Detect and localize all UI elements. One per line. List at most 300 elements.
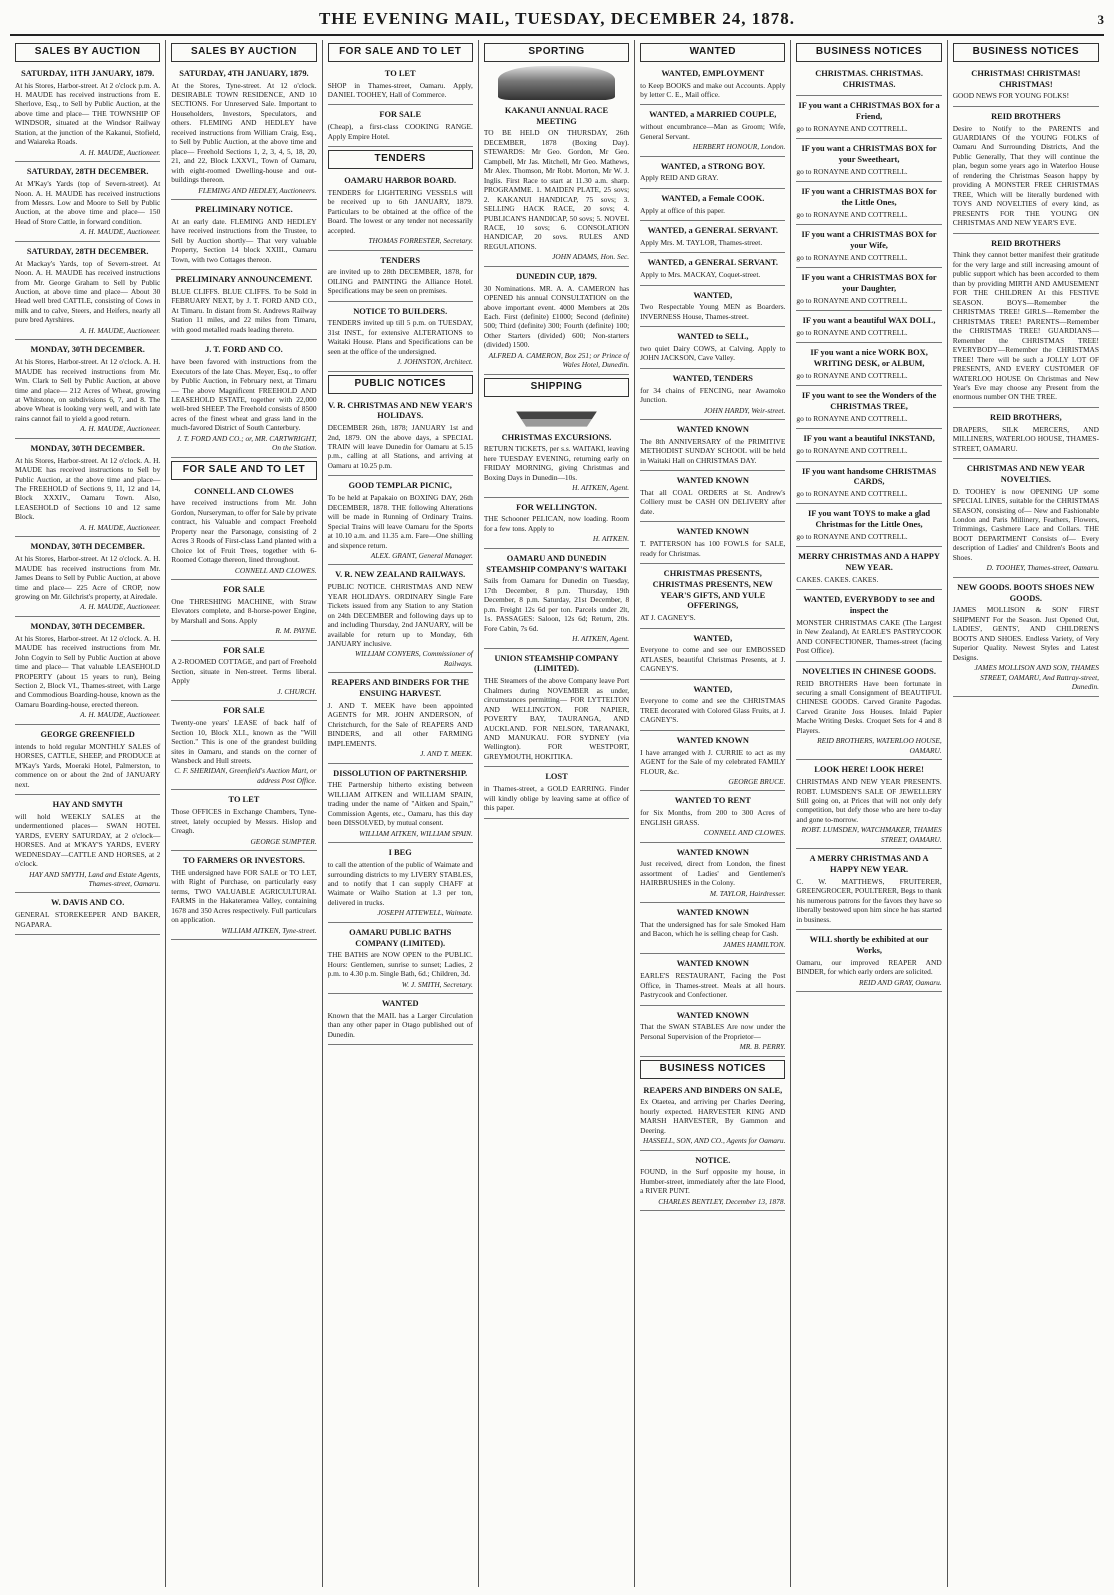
advertisement: [328, 304, 473, 372]
advertisement: [640, 371, 785, 420]
ad-signature: A. H. MAUDE, Auctioneer.: [80, 227, 161, 237]
ad-headline: IF you want a CHRISTMAS BOX for a Friend,: [798, 101, 940, 122]
advertisement: [640, 473, 785, 522]
ad-headline: WANTED,: [693, 290, 733, 300]
ad-signature: A. H. MAUDE, Auctioneer.: [80, 424, 161, 434]
ad-body: The 8th ANNIVERSARY of the PRIMITIVE METHODIST SUNDAY SCHOOL will be held in Waitaki Hall on CHRISTMAS DAY.: [640, 436, 786, 465]
advertisement: [796, 932, 941, 992]
ad-body: MONSTER CHRISTMAS CAKE (The Largest in New Zealand), At EARLE'S PASTRYCOOK AND CONFECTIONER, Thames-street (facing Post Office).: [796, 617, 942, 656]
ad-signature: REID AND GRAY, Oamaru.: [858, 977, 942, 987]
ad-headline: DISSOLUTION OF PARTNERSHIP.: [333, 768, 468, 778]
advertisement: [640, 107, 785, 156]
ad-headline: KAKANUI ANNUAL RACE MEETING: [504, 105, 609, 126]
ad-headline: TO LET: [228, 795, 260, 805]
advertisement: [953, 461, 1099, 578]
column-3: [323, 40, 479, 1587]
ad-headline: MONDAY, 30TH DECEMBER.: [30, 443, 145, 453]
advertisement: [640, 682, 785, 731]
ad-body: At his Stores, Harbor-street. At 12 o'clock. A. H. MAUDE has received instructions from Mr. Wm. Clark to Sell by Public Auction, at above time and place— 212 Acres of Wheat, growing at Whitstone, on subdivisions 6, 7, and 8. The above Wheat is looking very well, and with late rains cannot fail to yield a good return.: [15, 357, 161, 423]
advertisement: [171, 202, 316, 270]
advertisement: [484, 651, 629, 768]
advertisement: [171, 792, 316, 851]
ad-headline: WANTED, a GENERAL SERVANT.: [647, 226, 778, 236]
ad-signature: D. TOOHEY, Thames-street, Oamaru.: [986, 563, 1099, 573]
advertisement: [796, 431, 941, 461]
ad-body: CHRISTMAS AND NEW YEAR PRESENTS. ROBT. LUMSDEN'S SALE OF JEWELLERY Still going on, at Prices that will not only defy competition, but defy those who are here to-day and gone to-morrow.: [796, 777, 942, 824]
advertisement: [640, 422, 785, 471]
ad-body: Known that the MAIL has a Larger Circulation than any other paper in Otago published out of Dunedin.: [327, 1010, 473, 1039]
ad-body: CAKES. CAKES. CAKES.: [796, 574, 879, 584]
ad-headline: IF you want a CHRISTMAS BOX for the Little Ones,: [801, 187, 937, 207]
ad-body: Sails from Oamaru for Dunedin on Tuesday, 17th December, 8 p.m. Thursday, 19th December, 8 p.m. Saturday, 21st December, 8 p.m. Freight 12s 6d per ton. Parcels under 2lt, 1s. PASSAGES: Saloon, 12s 6d; Return, 20s. Fore Cabin, 7s 6d.: [483, 576, 630, 633]
ad-headline: A MERRY CHRISTMAS AND A HAPPY NEW YEAR.: [809, 854, 929, 875]
advertisement: [328, 398, 473, 477]
advertisement: [171, 484, 316, 581]
ad-body: in Thames-street, a GOLD EARRING. Finder will kindly oblige by leaving same at office of this paper.: [483, 784, 630, 813]
ad-headline: GEORGE GREENFIELD: [40, 729, 135, 739]
ad-body: J. AND T. MEEK have been appointed AGENTS for MR. JOHN ANDERSON, of Christchurch, for the Sale of REAPERS AND BINDERS, and all other FARMING IMPLEMENTS.: [327, 700, 473, 748]
ad-signature: A. H. MAUDE, Auctioneer.: [80, 710, 161, 720]
advertisement: [796, 184, 941, 225]
ad-body: BLUE CLIFFS. BLUE CLIFFS. To be Sold in FEBRUARY NEXT, by J. T. FORD AND CO., At Timaru. In distant from St. Andrews Railway Station 11 miles, and 22 miles from Timaru, with good metalled roads leading thereto.: [171, 287, 317, 334]
advertisement: [796, 98, 941, 139]
ad-headline: GOOD TEMPLAR PICNIC,: [348, 481, 452, 491]
advertisement: [328, 845, 473, 923]
ad-body: for 34 chains of FENCING, near Awamoko Junction.: [640, 385, 786, 405]
ad-signature: FLEMING AND HEDLEY, Auctioneers.: [198, 185, 317, 195]
ad-body: T. PATTERSON has 100 FOWLS for SALE, ready for Christmas.: [640, 539, 786, 558]
advertisement: [640, 288, 785, 328]
ad-body: Apply Mrs. M. TAYLOR, Thames-street.: [640, 237, 763, 247]
ad-headline: WANTED KNOWN: [676, 476, 749, 486]
ad-signature: HERBERT HONOUR, London.: [692, 142, 786, 152]
ad-body: THE Schooner PELICAN, now loading. Room for a few tons. Apply to: [483, 514, 630, 533]
ad-headline: NOVELTIES IN CHINESE GOODS.: [802, 666, 936, 676]
advertisement: [15, 539, 160, 617]
advertisement: [484, 269, 629, 375]
ad-signature: MR. B. PERRY.: [739, 1042, 786, 1052]
ad-headline: PRELIMINARY NOTICE.: [195, 205, 293, 215]
ad-headline: WANTED, EMPLOYMENT: [661, 68, 765, 78]
ad-headline: CONNELL AND CLOWES: [194, 486, 294, 496]
ad-headline: HAY AND SMYTH: [52, 799, 123, 809]
ad-body: go to RONAYNE AND COTTRELL.: [796, 531, 908, 541]
ad-body: have been favored with instructions from the Executors of the late Chas. Meyer, Esq., to offer by Public Auction, in February next, at Timaru— The above Magnificent FREEHOLD AND LEASEHOLD ESTATE, together with 22,000 well-bred SHEEP. The Freehold consists of 8500 acres of the finest wheat and grass land in the much-favored District of South Canterbury.: [171, 357, 317, 433]
advertisement: [796, 592, 941, 661]
ad-signature: THOMAS FORRESTER, Secretary.: [368, 236, 473, 246]
ad-body: That the SWAN STABLES Are now under the Personal Supervision of the Proprietor—: [640, 1022, 786, 1041]
ad-signature: WILLIAM AITKEN, Tyne-street.: [221, 925, 317, 935]
ad-headline: WANTED, a STRONG BOY.: [660, 161, 765, 171]
ad-body: At his Stores, Harbor-street. At 12 o'clock. A. H. MAUDE has received instructions to Sell by Public Auction, at the above time and place— The FREEHOLD of Sections 9, 11, 12 and 14, Block XXXIV., Oamaru Town. Also, LEASEHOLD of Sections 10 and 12 same Block.: [15, 455, 161, 522]
advertisement: [328, 253, 473, 302]
ad-signature: ALEX. GRANT, General Manager.: [370, 550, 473, 560]
advertisement: [640, 956, 785, 1005]
advertisement: [171, 853, 316, 940]
advertisement: [953, 109, 1099, 234]
ad-headline: CHRISTMAS EXCURSIONS.: [501, 432, 612, 442]
advertisement: [484, 500, 629, 549]
ad-signature: REID BROTHERS, WATERLOO HOUSE, OAMARU.: [817, 736, 942, 755]
ad-signature: CONNELL AND CLOWES.: [234, 565, 317, 575]
ad-headline: V. R. CHRISTMAS AND NEW YEAR'S HOLIDAYS.: [328, 400, 473, 421]
section-heading: SALES BY AUCTION: [15, 43, 160, 62]
ad-body: go to RONAYNE AND COTTRELL.: [796, 489, 908, 499]
advertisement: [171, 643, 316, 702]
ad-body: At his Stores, Harbor-street. At 2 o'clock p.m. A. H. MAUDE has received instructions from E. Sherlove, Esq., to Sell by Public Auction, at the above time and place— THE TOWNSHIP OF WINDSOR, situated at the Windsor Railway Station, at the junction of the Kakanui, Stofield, and Waiareka Roads.: [15, 80, 161, 147]
advertisement: [15, 342, 160, 439]
ad-body: REID BROTHERS Have been fortunate in securing a small Consignment of BEAUTIFUL CHINESE GOODS. Carved Granite Pagodas. Carved Granite Joss Houses. Inlaid Papier Mache Writing Desks. Croquet Sets for 4 and 8 Players.: [796, 678, 942, 735]
advertisement: [796, 345, 941, 386]
ad-headline: TENDERS: [380, 255, 420, 265]
ad-body: At an early date. FLEMING AND HEDLEY have received instructions from the Trustee, to Sell by Auction shortly— That very valuable Property, Section 14 block XXIII., Oamaru Town, with two Cottages thereon.: [171, 216, 317, 264]
advertisement: [796, 549, 941, 590]
ad-signature: H. AITKEN.: [592, 534, 630, 544]
ad-body: At the Stores, Tyne-street. At 12 o'clock. DESIRABLE TOWN RESIDENCE, AND 10 SECTIONS. For Unreserved Sale. Important to Householders, Investors, Speculators, and others. FLEMING AND HEDLEY have received instructions from William Craig, Esq., to Sell by Public Auction, at the above time and place— Freehold Sections 1, 2, 3, 4, 5, 18, 20, 21, and 22, Block LXXVI., Town of Oamaru, with eight-roomed Dwelling-house and out-buildings thereon.: [171, 80, 317, 185]
ad-headline: I BEG: [388, 848, 412, 858]
ad-body: EARLE'S RESTAURANT, Facing the Post Office, in Thames-street. Meals at all hours. Pastrycook and Confectioner.: [640, 971, 786, 1000]
section-heading: WANTED: [640, 43, 785, 62]
ad-signature: GEORGE SUMPTER.: [250, 836, 317, 846]
ad-headline: MONDAY, 30TH DECEMBER.: [30, 345, 145, 355]
ad-body: TENDERS invited up till 5 p.m. on TUESDAY, 31st INST., for extensive ALTERATIONS to Waitaki House. Plans and Specifications can be seen at the office of the undersigned.: [327, 318, 473, 356]
ad-signature: CONNELL AND CLOWES.: [703, 828, 786, 838]
ad-headline: TO LET: [384, 68, 416, 78]
ad-headline: J. T. FORD AND CO.: [205, 345, 283, 355]
ad-body: To be held at Papakaio on BOXING DAY, 26th DECEMBER, 1878. THE following Alterations will be made in Running of Ordinary Trains. Special Trains will leave Oamaru for the Sports at 10.10 a.m. and 11.35 a.m. Fare—One shilling and sixpence return.: [327, 493, 473, 550]
advertisement: [640, 793, 785, 842]
advertisement: [328, 925, 473, 994]
ad-signature: J. T. FORD AND CO.; or, MR. CARTWRIGHT, On the Station.: [176, 433, 317, 453]
advertisement: [640, 1008, 785, 1057]
advertisement: [640, 223, 785, 253]
ad-body: That the undersigned has for sale Smoked Ham and Bacon, which he is selling cheap for Cash.: [640, 919, 786, 939]
ad-headline: FOR SALE: [223, 585, 265, 595]
ad-headline: WILL shortly be exhibited at our Works,: [809, 935, 929, 955]
ad-headline: REAPERS AND BINDERS FOR THE ENSUING HARVEST.: [331, 678, 469, 699]
ad-body: Desire to Notify to the PARENTS and GUARDIANS Of the YOUNG FOLKS of Oamaru And Surrounding Districts, And the Public Generally, That they will continue the plan, begun some years ago in Waterloo House of rendering the Christmas Season happy by providing A MONSTER FREE CHRISTMAS TREE, Which will be literally burdened with TOYS AND NOVELTIES of every kind, as PRESENTS FOR THE YOUNG ON CHRISTMAS AND NEW YEAR'S EVE.: [952, 123, 1099, 228]
ad-signature: ALFRED A. CAMERON, Box 251; or Prince of Wales Hotel, Dunedin.: [488, 350, 630, 370]
ad-body: Everyone to come and see the CHRISTMAS TREE decorated with Colored Glass Fruits, at J. CAGNEY'S.: [640, 696, 786, 725]
advertisement: [328, 675, 473, 763]
column-4: [479, 40, 635, 1587]
advertisement: [953, 410, 1099, 459]
advertisement: [328, 478, 473, 565]
ad-headline: FOR SALE: [223, 645, 265, 655]
advertisement: [171, 272, 316, 340]
ad-body: go to RONAYNE AND COTTRELL.: [796, 446, 908, 456]
advertisement: [15, 164, 160, 242]
ad-signature: A. H. MAUDE, Auctioneer.: [80, 602, 161, 612]
advertisement: [640, 733, 785, 792]
ad-headline: NOTICE TO BUILDERS.: [353, 306, 448, 316]
advertisement: [328, 996, 473, 1045]
ad-body: Everyone to come and see our EMBOSSED ATLASES, beautiful Christmas Presents, at J. CAGNEY'S.: [640, 645, 786, 674]
ad-headline: WANTED, a Female COOK.: [661, 193, 765, 203]
advertisement: [640, 905, 785, 954]
column-5: [635, 40, 791, 1587]
ad-body: Just received, direct from London, the finest assortment of Ladies' and Gentlemen's HAIRBRUSHES in the Colony.: [640, 859, 786, 888]
section-heading: BUSINESS NOTICES: [640, 1060, 785, 1079]
ad-headline: CHRISTMAS! CHRISTMAS! CHRISTMAS!: [971, 68, 1081, 89]
ad-headline: IF you want a nice WORK BOX, WRITING DESK, or ALBUM,: [810, 348, 928, 369]
ad-body: GOOD NEWS FOR YOUNG FOLKS!: [952, 91, 1070, 101]
ad-body: Oamaru, our improved REAPER AND BINDER, for which early orders are solicited.: [796, 957, 942, 977]
advertisement: [796, 227, 941, 268]
ad-body: go to RONAYNE AND COTTRELL.: [796, 295, 908, 305]
ad-signature: J. CHURCH.: [277, 686, 317, 696]
advertisement: [484, 103, 629, 267]
ad-headline: REID BROTHERS: [991, 238, 1061, 248]
ad-headline: IF you want a beautiful INKSTAND,: [803, 434, 935, 444]
ad-headline: WANTED, a MARRIED COUPLE,: [649, 110, 777, 120]
advertisement: [796, 388, 941, 429]
ad-body: JAMES MOLLISON & SON' FIRST SHIPMENT For the Season. Just Opened Out, LADIES', GENTS', AND CHILDREN'S BOOTS AND SHOES. Endless Variety, of Very Superior Quality. Newest Styles and Latest Designs.: [952, 605, 1099, 662]
ad-signature: WILLIAM CONYERS, Commissioner of Railways.: [354, 649, 473, 668]
ad-body: Apply at office of this paper.: [640, 205, 725, 215]
ad-headline: LOOK HERE! LOOK HERE!: [814, 765, 924, 775]
ad-body: Ex Otaetea, and arriving per Charles Deering, hourly expected. HARVESTER KING AND MARSH HARVESTER, By Gammon and Deering.: [640, 1097, 786, 1135]
advertisement: [15, 66, 160, 163]
ad-body: are invited up to 28th DECEMBER, 1878, for OILING and PAINTING the Alliance Hotel. Specifications may be seen on premises.: [327, 267, 473, 296]
ad-signature: JOHN HARDY, Weir-street.: [703, 405, 786, 415]
advertisement: [328, 173, 473, 251]
ad-signature: ROBT. LUMSDEN, WATCHMAKER, THAMES STREET, OAMARU.: [801, 825, 942, 844]
ad-body: A 2-ROOMED COTTAGE, and part of Freehold Section, situate in Nen-street. Terms liberal. Apply: [171, 657, 317, 686]
ad-headline: WANTED, EVERYBODY to see and inspect the: [803, 595, 935, 616]
ad-headline: MONDAY, 30TH DECEMBER.: [30, 621, 145, 631]
ad-headline: REAPERS AND BINDERS ON SALE,: [643, 1085, 783, 1095]
ad-body: AT J. CAGNEY'S.: [640, 613, 696, 623]
advertisement: [640, 255, 785, 285]
ad-body: FOUND, in the Surf opposite my house, in Humber-street, immediately after the late Flood, a RIVER PUNT.: [640, 1167, 786, 1196]
ad-body: TENDERS for LIGHTERING VESSELS will be received up to 6th JANUARY, 1879. Particulars to be obtained at the office of the Board. The lowest or any tender not necessarily accepted.: [327, 187, 473, 235]
section-heading: SPORTING: [484, 43, 629, 62]
ad-headline: WANTED to SELL,: [677, 332, 749, 342]
ad-body: DRAPERS, SILK MERCERS, AND MILLINERS, WATERLOO HOUSE, THAMES-STREET, OAMARU.: [952, 424, 1099, 453]
ad-headline: OAMARU PUBLIC BATHS COMPANY (LIMITED).: [349, 927, 452, 948]
ad-body: Apply to Mrs. MACKAY, Coquet-street.: [640, 270, 761, 280]
column-2: [166, 40, 322, 1587]
ad-body: GENERAL STOREKEEPER AND BAKER, NGAPARA.: [15, 910, 161, 929]
ad-headline: WANTED, TENDERS: [672, 373, 753, 383]
ad-headline: IF you want handsome CHRISTMAS CARDS,: [801, 466, 937, 487]
advertisement: [15, 797, 160, 894]
ad-headline: SATURDAY, 28TH DECEMBER.: [26, 167, 149, 177]
ad-headline: SATURDAY, 28TH DECEMBER.: [26, 246, 149, 256]
advertisement: [796, 762, 941, 849]
section-heading: SHIPPING: [484, 378, 629, 397]
ad-body: RETURN TICKETS, per s.s. WAITAKI, leaving here TUESDAY EVENING, returning early on FRIDAY MORNING, giving Christmas and Boxing Days in Dunedin—10s.: [483, 444, 630, 482]
ad-headline: IF you want a CHRISTMAS BOX for your Sweetheart,: [801, 144, 937, 165]
advertisement: [796, 506, 941, 547]
ad-body: THE Partnership hitherto existing between WILLIAM AITKEN and WILLIAM SPAIN, trading under the name of "Aitken and Spain," Commission Agents, etc., Oamaru, has this day been DISSOLVED, by mutual consent.: [327, 780, 473, 828]
newspaper-title: THE EVENING MAIL, TUESDAY, DECEMBER 24, 1878.: [318, 9, 796, 28]
advertisement: [640, 159, 785, 189]
ad-body: DECEMBER 26th, 1878; JANUARY 1st and 2nd, 1879. ON the above days, a SPECIAL TRAIN will leave Dunedin for Oamaru at 5.15 p.m., calling at all Stations, and arriving at Oamaru at 10.25 p.m.: [327, 423, 473, 470]
ad-body: go to RONAYNE AND COTTRELL.: [796, 252, 908, 262]
ad-headline: W. DAVIS AND CO.: [50, 898, 125, 908]
advertisement: [171, 342, 316, 457]
advertisement: [15, 619, 160, 725]
ad-headline: DUNEDIN CUP, 1879.: [516, 271, 597, 281]
ad-body: D. TOOHEY is now OPENING UP some SPECIAL LINES, suitable for the CHRISTMAS SEASON, consisting of— New and Fashionable London and Paris Millinery, Feathers, Flowers, Trimmings, Cashmere Lace and Collars. THE BOOT DEPARTMENT Consists of— Every description of Ladies' and Children's Boots and Shoes.: [952, 486, 1099, 562]
ad-headline: TO FARMERS OR INVESTORS.: [182, 856, 305, 865]
ad-headline: MERRY CHRISTMAS AND A HAPPY NEW YEAR.: [798, 552, 940, 573]
advertisement: [328, 766, 473, 844]
ad-headline: FOR WELLINGTON.: [516, 502, 597, 512]
page-number: 3: [1097, 12, 1104, 27]
ad-headline: WANTED KNOWN: [676, 959, 749, 969]
advertisement: [171, 582, 316, 641]
ad-signature: JAMES MOLLISON AND SON, THAMES STREET, OAMARU, And Rattray-street, Dunedin.: [974, 663, 1099, 692]
ad-body: That all COAL ORDERS at St. Andrew's Colliery must be CASH ON DELIVERY after date.: [640, 487, 786, 516]
advertisement: [15, 895, 160, 935]
advertisement: [484, 551, 629, 649]
ad-headline: WANTED KNOWN: [676, 425, 749, 435]
ad-body: SHOP in Thames-street, Oamaru. Apply, DANIEL TOOHEY, Hall of Commerce.: [327, 80, 473, 100]
ad-signature: J. AND T. MEEK.: [420, 749, 473, 759]
ad-body: go to RONAYNE AND COTTRELL.: [796, 327, 908, 337]
ad-signature: HAY AND SMYTH, Land and Estate Agents, Thames-street, Oamaru.: [29, 869, 161, 889]
ad-signature: C. F. SHERIDAN, Greenfield's Auction Mart, or address Post Office.: [174, 766, 317, 785]
ad-headline: NEW GOODS. BOOTS SHOES NEW GOODS.: [957, 582, 1095, 603]
advertisement: [796, 270, 941, 311]
ad-headline: WANTED KNOWN: [676, 908, 749, 918]
ad-headline: MONDAY, 30TH DECEMBER.: [30, 542, 145, 552]
ad-body: At Mackay's Yards, top of Severn-street. At Noon. A. H. MAUDE has received instructions from Mr. George Graham to Sell by Public Auction, at above time and place— About 30 Head well bred CATTLE, consisting of Cows in milk and to calve, Steers, and Heifers, nearly all pure bred Ayrshires.: [15, 258, 161, 325]
ad-headline: REID BROTHERS,: [990, 412, 1062, 422]
advertisement: [640, 566, 785, 628]
advertisement: [15, 244, 160, 341]
ad-headline: WANTED: [381, 999, 419, 1009]
section-heading: PUBLIC NOTICES: [328, 375, 473, 394]
ad-headline: LOST: [545, 772, 568, 782]
section-heading: SALES BY AUCTION: [171, 43, 316, 62]
ad-body: without encumbrance—Man as Groom; Wife, General Servant.: [640, 122, 786, 141]
ad-body: One THRESHING MACHINE, with Straw Elevators complete, and 8-horse-power Engine, by Marshall and Sons. Apply: [171, 596, 317, 625]
advertisement: [640, 1083, 785, 1151]
advertisement: [484, 769, 629, 818]
ad-body: go to RONAYNE AND COTTRELL.: [796, 123, 908, 133]
ad-body: go to RONAYNE AND COTTRELL.: [796, 370, 908, 380]
ad-headline: IF you want to see the Wonders of the CHRISTMAS TREE,: [801, 391, 937, 412]
ad-headline: CHRISTMAS AND NEW YEAR NOVELTIES.: [966, 464, 1085, 484]
advertisement: [953, 236, 1099, 408]
ad-body: to Keep BOOKS and make out Accounts. Apply by letter C. E., Mail office.: [640, 80, 786, 100]
ad-body: to call the attention of the public of Waimate and surrounding districts to my LIVERY STABLES, and to notify that I can supply CHAFF at Waimate or Waiho Station at 1.3 per ton, delivered in trucks.: [327, 860, 473, 907]
ad-signature: JOHN ADAMS, Hon. Sec.: [552, 252, 630, 262]
section-heading: FOR SALE AND TO LET: [171, 461, 316, 480]
ad-headline: IF you want a CHRISTMAS BOX for your Wife,: [801, 230, 937, 250]
ad-headline: OAMARU HARBOR BOARD.: [344, 175, 457, 185]
ad-body: THE Steamers of the above Company leave Port Chalmers during NOVEMBER as under, circumstances permitting— FOR LYTTELTON AND WELLINGTON. FOR NAPIER, POVERTY BAY, TAURANGA, AND AUCKLAND. FOR NELSON, TARANAKI, AND MANUKAU. FOR SYDNEY (via Wellington). FOR WESTPORT, GREYMOUTH, HOKITIKA.: [483, 676, 630, 761]
ad-body: go to RONAYNE AND COTTRELL.: [796, 166, 908, 176]
ad-body: At his Stores, Harbor-street. At 12 o'clock. A. H. MAUDE has received instructions from Mr. James Deans to Sell by Public Auction, at above time and place— 225 Acre of CROP, now growing on Mr. Gilchrist's property, at Airedale.: [15, 554, 161, 601]
advertisement: [953, 580, 1099, 697]
ad-body: Two Respectable Young MEN as Boarders. INVERNESS House, Thames-street.: [640, 302, 786, 321]
advertisement: [796, 851, 941, 930]
advertisement: [328, 66, 473, 106]
ad-headline: FOR SALE: [379, 110, 422, 120]
advertisement: [796, 664, 941, 761]
advertisement: [796, 66, 941, 97]
ad-headline: V. R. NEW ZEALAND RAILWAYS.: [335, 570, 466, 580]
ad-signature: M. TAYLOR, Hairdresser.: [709, 888, 786, 898]
advertisement: [640, 524, 785, 564]
section-heading: BUSINESS NOTICES: [796, 43, 941, 62]
ad-headline: WANTED TO RENT: [674, 796, 751, 806]
advertisement: [328, 107, 473, 147]
advertisement: [796, 141, 941, 182]
ad-headline: REID BROTHERS: [991, 111, 1061, 121]
ad-headline: WANTED KNOWN: [676, 1010, 749, 1020]
section-heading: FOR SALE AND TO LET: [328, 43, 473, 62]
ad-headline: UNION STEAMSHIP COMPANY (LIMITED).: [494, 653, 619, 674]
ad-signature: JOSEPH ATTEWELL, Waimate.: [377, 908, 473, 918]
ad-body: Twenty-one years' LEASE of back half of Section 10, Block XLI., known as the "Will Section." This is one of the grandest building sites in Oamaru, and stands on the corner of Wansbeck and Hull streets.: [171, 718, 317, 765]
ad-headline: PRELIMINARY ANNOUNCEMENT.: [175, 275, 313, 285]
ad-signature: A. H. MAUDE, Auctioneer.: [80, 325, 161, 335]
ad-body: C. W. MATTHEWS, FRUITERER, GREENGROCER, POULTERER, Begs to thank his numerous patrons for the favors they have so liberally bestowed upon him since he has started in business.: [796, 876, 942, 924]
ad-body: (Cheap), a first-class COOKING RANGE. Apply Empire Hotel.: [327, 122, 473, 141]
ad-body: 30 Nominations. MR. A. A. CAMERON has OPENED his annual CONSULTATION on the above important event. 4000 Members at 20s Each. First (definite) £1000; Second (definite) 500; Third (definite) 300; Fourth (definite) 100; Other Starters (divided) 600; Non-starters (divided) 1500.: [483, 283, 630, 350]
ad-headline: WANTED, a GENERAL SERVANT.: [647, 258, 778, 268]
ad-body: THE BATHS are NOW OPEN to the PUBLIC. Hours: Gentlemen, sunrise to sunset; Ladies, 2 p.m. to 4.30 p.m. Single Bath, 6d.; Children, 3d.: [327, 950, 473, 979]
advertisement: [640, 845, 785, 904]
advertisement: [953, 66, 1099, 107]
newspaper-columns: [10, 40, 1104, 1587]
ad-headline: WANTED,: [693, 684, 733, 694]
column-6: [791, 40, 947, 1587]
ad-body: go to RONAYNE AND COTTRELL.: [796, 413, 908, 423]
ad-body: will hold WEEKLY SALES at the undermentioned places— SWAN HOTEL YARDS, EVERY SATURDAY, at 2 o'clock—HORSES. And at M'KAY'S YARDS, EVERY WEDNESDAY—CATTLE AND HORSES, at 2 o'clock.: [15, 811, 161, 869]
ad-signature: H. AITKEN, Agent.: [572, 483, 630, 493]
ad-signature: J. JOHNSTON, Architect.: [396, 357, 473, 367]
ad-headline: IF you want a CHRISTMAS BOX for your Daughter,: [801, 273, 937, 293]
advertisement: [640, 631, 785, 680]
column-7: [948, 40, 1104, 1587]
advertisement: [328, 567, 473, 673]
section-heading: BUSINESS NOTICES: [953, 43, 1099, 62]
advertisement: [171, 66, 316, 200]
ad-body: At M'Kay's Yards (top of Severn-street). At Noon. A. H. MAUDE has received instructions from Messrs. Low and Moore to Sell by Public Auction, at the above time and place— 150 Head of Store Cattle, in forward condition.: [15, 179, 161, 226]
ad-body: two quiet Dairy COWS, at Calving. Apply to JOHN JACKSON, Cave Valley.: [640, 343, 786, 363]
ad-headline: SATURDAY, 4TH JANUARY, 1879.: [179, 68, 309, 78]
advertisement: [171, 703, 316, 790]
section-heading: TENDERS: [328, 150, 473, 169]
ad-headline: CHRISTMAS. CHRISTMAS. CHRISTMAS.: [815, 68, 923, 89]
ad-body: THE undersigned have FOR SALE or TO LET, with Right of Purchase, on particularly easy terms, TWO VALUABLE AGRICULTURAL FARMS in the Hakateramea Valley, containing 1678 and 350 Acres respectively. Full particulars on application.: [171, 867, 317, 925]
ad-headline: WANTED KNOWN: [676, 735, 749, 745]
ad-headline: CHRISTMAS PRESENTS, CHRISTMAS PRESENTS, NEW YEAR'S GIFTS, AND YULE OFFERINGS,: [652, 569, 773, 611]
ad-headline: WANTED KNOWN: [676, 847, 749, 857]
ad-headline: OAMARU AND DUNEDIN STEAMSHIP COMPANY'S WAITAKI: [486, 553, 627, 574]
advertisement: [640, 1153, 785, 1212]
ad-body: At his Stores, Harbor-street. At 12 o'clock. A. H. MAUDE has received instructions from Mr. John Cogvin to Sell by Public Auction at above time and place— That valuable LEASEHOLD PROPERTY (about 15 years to run), Being Section 2, Block VI., Thames-street, with Large and Commodious Boarding-house, known as the Oamaru Boarding-house, erected thereon.: [15, 633, 161, 709]
ad-headline: IF you want TOYS to make a glad Christmas for the Little Ones,: [808, 509, 931, 530]
advertisement: [484, 430, 629, 498]
ad-body: intends to hold regular MONTHLY SALES of HORSES, CATTLE, SHEEP, and PRODUCE at M'Kay's Yards, Moeraki Hotel, Palmerston, to commence on or about the 2nd of JANUARY next.: [15, 741, 161, 789]
ad-signature: W. J. SMITH, Secretary.: [401, 979, 473, 989]
advertisement: [15, 727, 160, 795]
ad-signature: H. AITKEN, Agent.: [572, 634, 630, 644]
advertisement: [796, 313, 941, 343]
ad-headline: FOR SALE: [223, 706, 265, 716]
advertisement: [640, 66, 785, 106]
ad-headline: IF you want a beautiful WAX DOLL,: [802, 316, 936, 326]
ad-headline: WANTED,: [693, 633, 733, 643]
